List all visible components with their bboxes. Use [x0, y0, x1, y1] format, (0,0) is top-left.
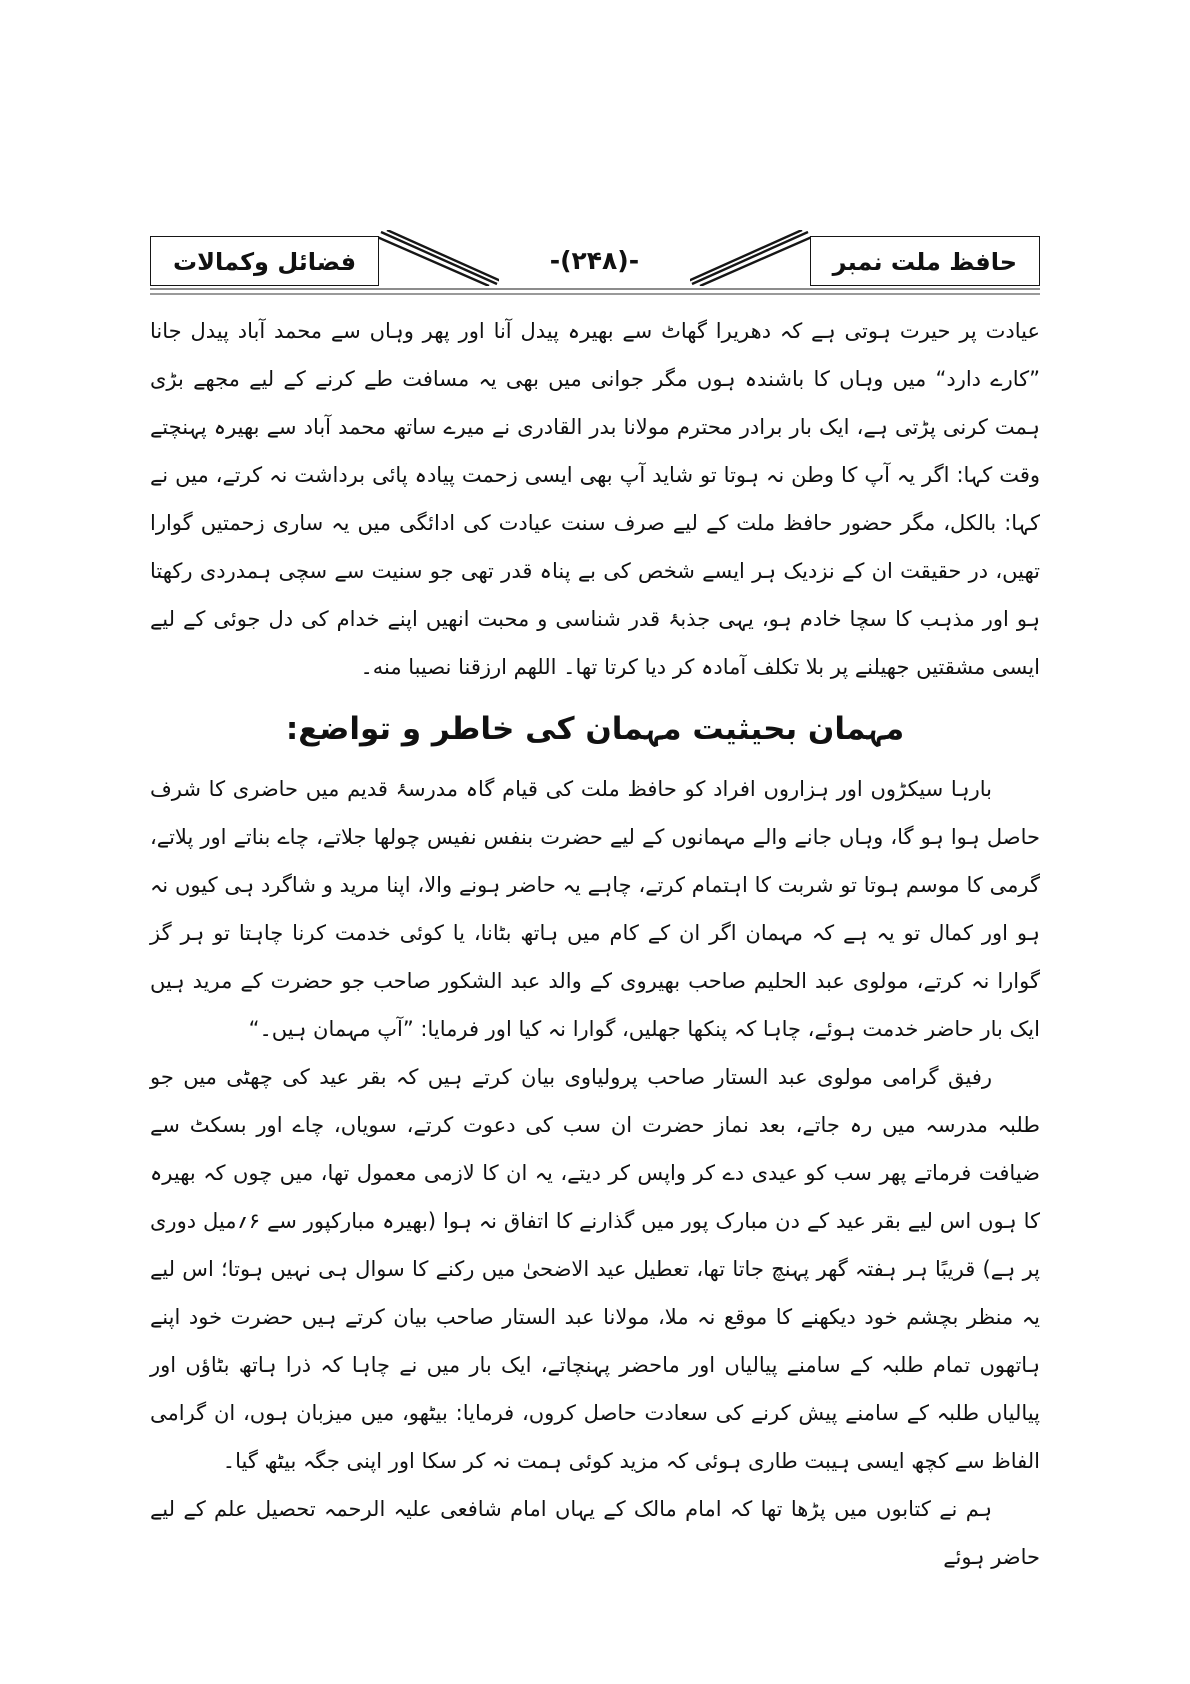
diagonal-lines-left-icon [379, 230, 499, 286]
section-heading: مہمان بحیثیت مہمان کی خاطر و تواضع: [285, 711, 905, 747]
header-right-title-box: حافظ ملت نمبر [810, 236, 1040, 286]
page-body [150, 307, 1040, 1581]
header-left-title-box: فضائل وکمالات [150, 236, 379, 286]
paragraph-1: عیادت پر حیرت ہوتی ہے کہ دھریرا گھاٹ سے بھیرہ پیدل آنا اور پھر وہاں سے محمد آباد پیدل جانا ”کارے دارد“ میں وہاں کا باشندہ ہوں مگر جوانی میں بھی یہ مسافت طے کرنے کے لیے مجھے بڑی ہمت کرنی پڑتی ہے، ایک بار برادر محترم مولانا بدر القادری نے میرے ساتھ محمد آباد سے بھیرہ پہنچتے وقت کہا: اگر یہ آپ کا وطن نہ ہوتا تو شاید آپ بھی ایسی زحمت پیادہ پائی برداشت نہ کرتے، میں نے کہا: بالکل، مگر حضور حافظ ملت کے لیے صرف سنت عیادت کی ادائگی میں یہ ساری زحمتیں گوارا تھیں، در حقیقت ان کے نزدیک ہر ایسے شخص کی بے پناہ قدر تھی جو سنیت سے سچی ہمدردی رکھتا ہو اور مذہب کا سچا خادم ہو، یہی جذبۂ قدر شناسی و محبت انھیں اپنے خدام کی دل جوئی کے لیے ایسی مشقتیں جھیلنے پر بلا تکلف آمادہ کر دیا کرتا تھا۔ اللهم ارزقنا نصیبا منه۔ [150, 319, 1040, 679]
diagonal-lines-right-icon [690, 230, 810, 286]
paragraph-2: بارہا سیکڑوں اور ہزاروں افراد کو حافظ ملت کی قیام گاہ مدرسۂ قدیم میں حاضری کا شرف حاصل ہوا ہو گا، وہاں جانے والے مہمانوں کے لیے حضرت بنفس نفیس چولھا جلاتے، چاے بناتے اور پلاتے، گرمی کا موسم ہوتا تو شربت کا اہتمام کرتے، چاہے یہ حاضر ہونے والا، اپنا مرید و شاگرد ہی کیوں نہ ہو اور کمال تو یہ ہے کہ مہمان اگر ان کے کام میں ہاتھ بٹانا، یا کوئی خدمت کرنا چاہتا تو ہر گز گوارا نہ کرتے، مولوی عبد الحلیم صاحب بھیروی کے والد عبد الشکور صاحب جو حضرت کے مرید ہیں ایک بار حاضر خدمت ہوئے، چاہا کہ پنکھا جھلیں، گوارا نہ کیا اور فرمایا: ”آپ مہمان ہیں۔“ [150, 777, 1040, 1041]
header-double-rule [150, 288, 1040, 295]
paragraph-4: ہم نے کتابوں میں پڑھا تھا کہ امام مالک کے یہاں امام شافعی علیہ الرحمہ تحصیل علم کے لیے حاضر ہوئے [150, 1497, 1040, 1569]
page-number: -(۲۴۸)- [549, 246, 640, 275]
page-header [150, 228, 1040, 286]
page-content [150, 228, 1040, 1581]
header-right-group [690, 228, 1040, 286]
paragraph-3: رفیق گرامی مولوی عبد الستار صاحب پرولیاوی بیان کرتے ہیں کہ بقر عید کی چھٹی میں جو طلبہ مدرسہ میں رہ جاتے، بعد نماز حضرت ان سب کی دعوت کرتے، سویاں، چاے اور بسکٹ سے ضیافت فرماتے پھر سب کو عیدی دے کر واپس کر دیتے، یہ ان کا لازمی معمول تھا، میں چوں کہ بھیرہ کا ہوں اس لیے بقر عید کے دن مبارک پور میں گذارنے کا اتفاق نہ ہوا (بھیرہ مبارکپور سے ۶؍میل دوری پر ہے) قریبًا ہر ہفتہ گھر پہنچ جاتا تھا، تعطیل عید الاضحیٰ میں رکنے کا سوال ہی نہیں ہوتا؛ اس لیے یہ منظر بچشم خود دیکھنے کا موقع نہ ملا، مولانا عبد الستار صاحب بیان کرتے ہیں حضرت خود اپنے ہاتھوں تمام طلبہ کے سامنے پیالیاں اور ماحضر پہنچاتے، ایک بار میں نے چاہا کہ ذرا ہاتھ بٹاؤں اور پیالیاں طلبہ کے سامنے پیش کرنے کی سعادت حاصل کروں، فرمایا: بیٹھو، میں میزبان ہوں، ان گرامی الفاظ سے کچھ ایسی ہیبت طاری ہوئی کہ مزید کوئی ہمت نہ کر سکا اور اپنی جگہ بیٹھ گیا۔ [150, 1065, 1040, 1473]
header-left-group [150, 228, 499, 286]
